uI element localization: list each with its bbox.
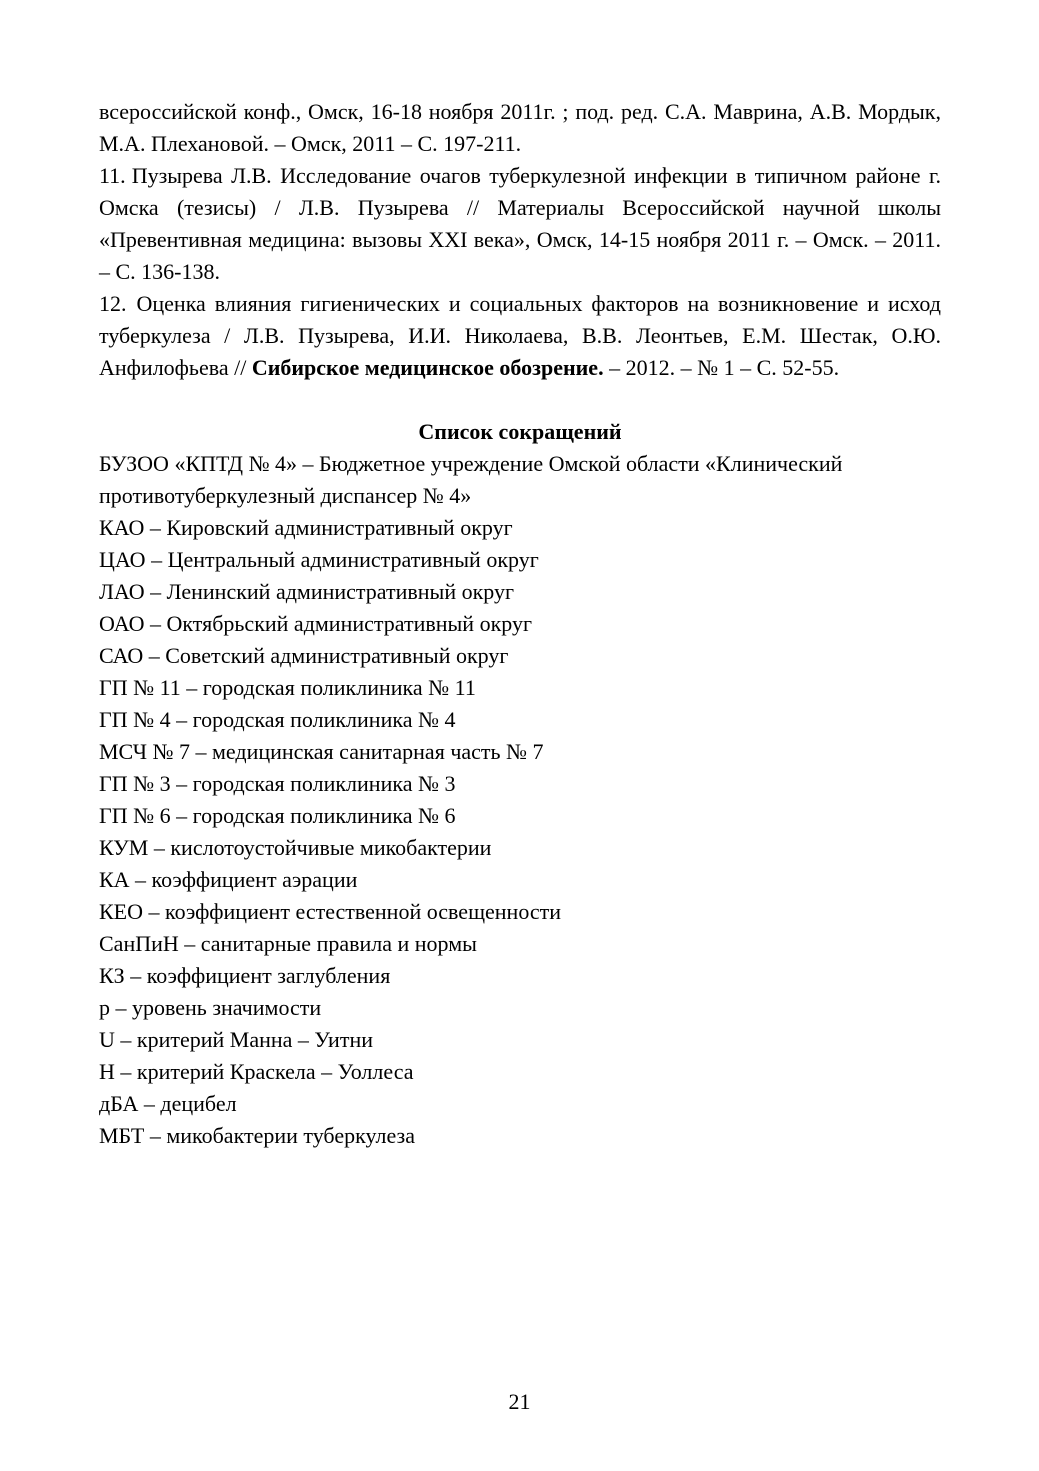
abbreviation-item: ГП № 11 – городская поликлиника № 11	[99, 675, 476, 700]
page-number: 21	[508, 1389, 531, 1414]
abbreviation-item: U – критерий Манна – Уитни	[99, 1027, 373, 1052]
abbreviation-item: КАО – Кировский административный округ	[99, 515, 513, 540]
reference-text: Пузырева Л.В. Исследование очагов туберкулезной инфекции в типичном районе г. Омска (тезисы) / Л.В. Пузырева // Материалы Всероссийской научной школы «Превентивная медицина: вызовы XXI века», Омск, 14-15 ноября 2011 г. – Омск. – 2011. – С. 136-138.	[99, 163, 941, 284]
reference-text-after: – 2012. – № 1 – С. 52-55.	[603, 355, 840, 380]
abbreviation-item: дБА – децибел	[99, 1091, 237, 1116]
abbreviation-item: ЛАО – Ленинский административный округ	[99, 579, 515, 604]
abbreviation-item: КЗ – коэффициент заглубления	[99, 963, 391, 988]
reference-number: 12.	[99, 291, 127, 316]
reference-continuation: всероссийской конф., Омск, 16-18 ноября 2011г. ; под. ред. С.А. Маврина, А.В. Мордык, М.А. Плехановой. – Омск, 2011 – С. 197-211.	[99, 99, 941, 156]
reference-text: Оценка влияния гигиенических и социальных факторов на возникновение и исход туберкулеза / Л.В. Пузырева, И.И. Николаева, В.В. Леонтьев, Е.М. Шестак, О.Ю. Анфилофьева //	[99, 291, 941, 380]
abbreviation-item: ОАО – Октябрьский административный округ	[99, 611, 532, 636]
abbreviation-item: КУМ – кислотоустойчивые микобактерии	[99, 835, 492, 860]
abbreviation-item: ГП № 4 – городская поликлиника № 4	[99, 707, 456, 732]
abbreviations-list	[99, 448, 941, 1152]
abbreviation-item: КЕО – коэффициент естественной освещенности	[99, 899, 562, 924]
abbreviation-item: H – критерий Краскела – Уоллеса	[99, 1059, 414, 1084]
abbreviation-item: p – уровень значимости	[99, 995, 322, 1020]
abbreviation-item: КА – коэффициент аэрации	[99, 867, 358, 892]
abbreviation-item: ЦАО – Центральный административный округ	[99, 547, 539, 572]
reference-journal: Сибирское медицинское обозрение.	[251, 355, 604, 380]
reference-item-11	[99, 160, 941, 288]
abbreviation-item: САО – Советский административный округ	[99, 643, 509, 668]
abbreviation-item: ГП № 6 – городская поликлиника № 6	[99, 803, 456, 828]
abbreviation-item: МСЧ № 7 – медицинская санитарная часть № 7	[99, 739, 544, 764]
abbreviation-item: БУЗОО «КПТД № 4» – Бюджетное учреждение Омской области «Клинический противотуберкулезный диспансер № 4»	[99, 451, 843, 508]
abbreviation-item: МБТ – микобактерии туберкулеза	[99, 1123, 415, 1148]
abbreviation-item: ГП № 3 – городская поликлиника № 3	[99, 771, 456, 796]
abbreviations-title: Список сокращений	[418, 419, 622, 444]
abbreviation-item: СанПиН – санитарные правила и нормы	[99, 931, 477, 956]
reference-number: 11.	[99, 163, 126, 188]
reference-item-12	[99, 288, 941, 384]
document-page	[99, 96, 941, 1152]
